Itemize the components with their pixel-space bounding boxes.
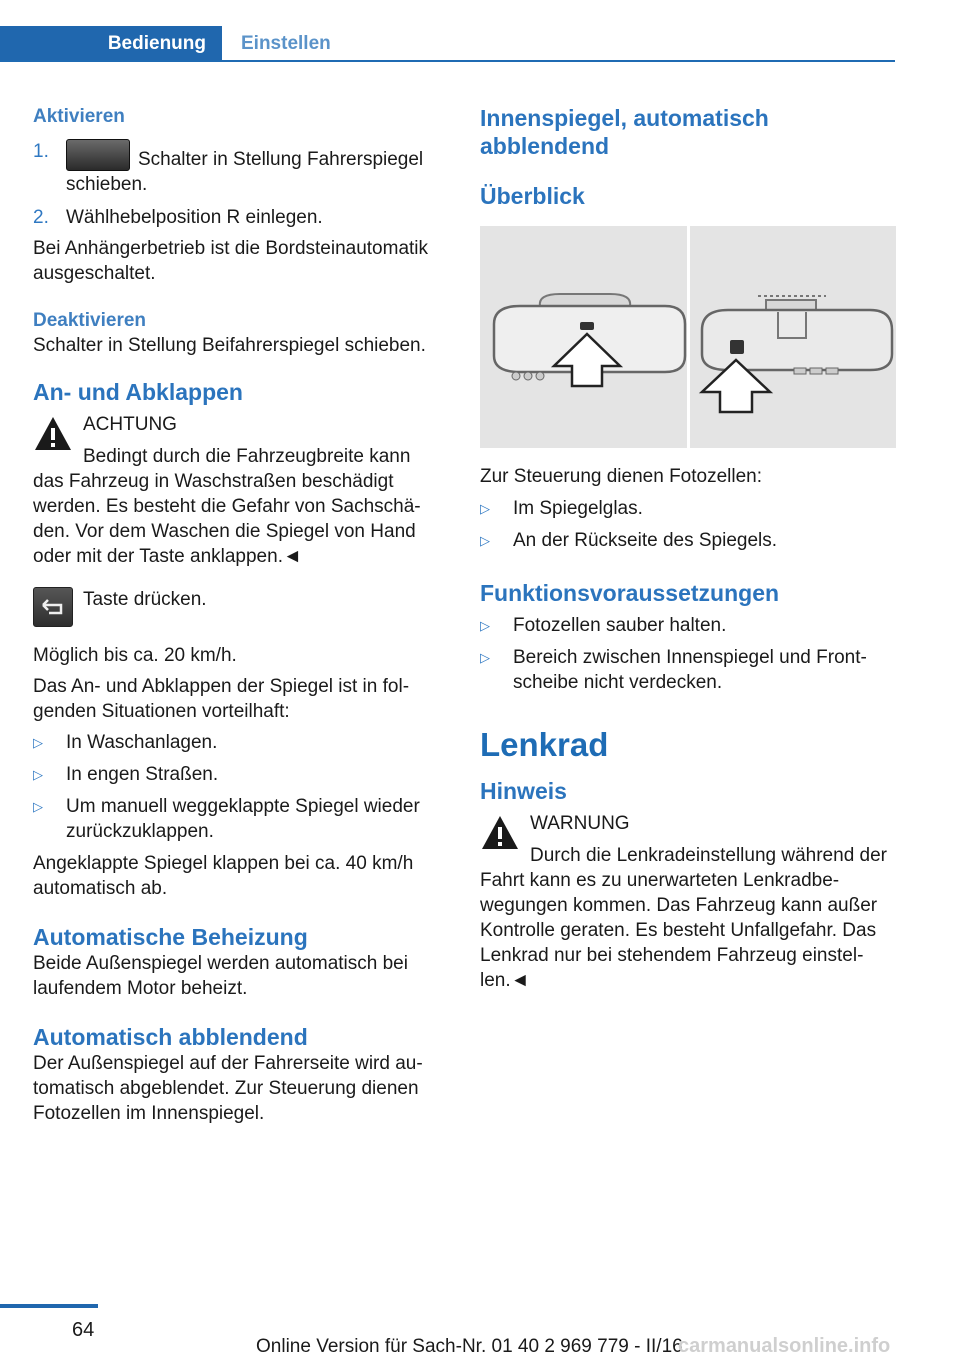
bullet-text: Um manuell weggeklappte Spiegel wieder zurückzuklappen. xyxy=(66,796,420,842)
bullet-icon: ▷ xyxy=(480,533,490,548)
step-2 xyxy=(33,205,445,230)
achtung-text: Bedingt durch die Fahrzeugbreite kann das Fahrzeug in Waschstraßen beschädigt werden. Es besteht die Gefahr von Sachschäden. Vor dem Waschen die Spiegel von Hand oder mit der Taste anklappen.◄ xyxy=(33,446,421,567)
heading-lenkrad: Lenkrad xyxy=(480,726,609,763)
warning-triangle-icon xyxy=(33,414,73,454)
online-version-text: Online Version für Sach-Nr. 01 40 2 969 779 - II/16 xyxy=(256,1336,683,1357)
warnung-text: Durch die Lenkradeinstellung während der Fahrt kann es zu unerwarteten Lenkradbewegungen kommen. Das Fahrzeug kann außer Kontrolle geraten. Es besteht Unfallgefahr. Das Lenkrad nur bei stehendem Fahrzeug einstellen.◄ xyxy=(480,845,888,991)
beheizung-text: Beide Außenspiegel werden automatisch bei laufendem Motor beheizt. xyxy=(33,953,408,999)
right-column xyxy=(480,100,896,993)
bullet-icon: ▷ xyxy=(33,735,43,750)
list-item xyxy=(480,613,896,638)
bullet-icon: ▷ xyxy=(480,618,490,633)
step-2-number: 2. xyxy=(33,207,49,228)
footer-rule xyxy=(0,1304,98,1308)
watermark: carmanualsonline.info xyxy=(678,1335,891,1357)
list-item xyxy=(480,496,896,521)
mirror-switch-icon xyxy=(66,139,130,171)
achtung-label: ACHTUNG xyxy=(83,414,177,435)
left-column xyxy=(33,100,445,1126)
speed-text: Möglich bis ca. 20 km/h. xyxy=(33,645,237,666)
tab-bar xyxy=(0,26,895,62)
list-item xyxy=(480,528,896,553)
heading-aktivieren: Aktivieren xyxy=(33,106,125,127)
bullet-text: Fotozellen sauber halten. xyxy=(513,615,727,636)
tab-bedienung[interactable]: Bedienung xyxy=(0,26,222,62)
tab-einstellen[interactable]: Einstellen xyxy=(241,33,331,54)
warnung-label: WARNUNG xyxy=(530,813,630,834)
taste-text: Taste drücken. xyxy=(83,589,207,610)
heading-deaktivieren: Deaktivieren xyxy=(33,310,147,331)
bullet-text: Bereich zwischen Innenspiegel und Frontscheibe nicht verdecken. xyxy=(513,647,867,693)
rearview-mirror-illustration xyxy=(480,226,896,448)
achtung-warning xyxy=(33,412,445,569)
rearview-mirror-figure xyxy=(480,226,896,448)
bullet-icon: ▷ xyxy=(480,650,490,665)
bullet-text: An der Rückseite des Spiegels. xyxy=(513,530,778,551)
heading-funktionsvoraussetzungen: Funktionsvoraussetzungen xyxy=(480,580,780,606)
heading-an-abklappen: An- und Abklappen xyxy=(33,379,243,405)
heading-hinweis: Hinweis xyxy=(480,778,567,804)
list-item xyxy=(480,645,896,695)
tab-underline xyxy=(0,60,895,62)
step-2-text: Wählhebelposition R einlegen. xyxy=(66,207,323,228)
step-1 xyxy=(33,139,445,197)
bullet-icon: ▷ xyxy=(480,501,490,516)
list-item xyxy=(33,794,445,844)
step-1-number: 1. xyxy=(33,141,49,162)
taste-row xyxy=(33,587,445,612)
step-1-text: Schalter in Stellung Fahrerspiegel schieben. xyxy=(66,149,424,195)
heading-innenspiegel: Innenspiegel, automatisch abblendend xyxy=(480,105,769,159)
bullet-icon: ▷ xyxy=(33,799,43,814)
deaktivieren-text: Schalter in Stellung Beifahrerspiegel schieben. xyxy=(33,335,426,356)
warnung-warning xyxy=(480,811,896,993)
heading-abblendend: Automatisch abblendend xyxy=(33,1024,308,1050)
abblendend-text: Der Außenspiegel auf der Fahrerseite wird automatisch abgeblendet. Zur Steuerung dienen Fotozellen im Innenspiegel. xyxy=(33,1053,423,1124)
warning-triangle-icon xyxy=(480,813,520,853)
heading-beheizung: Automatische Beheizung xyxy=(33,924,308,950)
list-item xyxy=(33,762,445,787)
bullet-text: In Waschanlagen. xyxy=(66,732,218,753)
fold-mirror-button-icon xyxy=(33,587,73,627)
situationen-text: Das An- und Abklappen der Spiegel ist in folgenden Situationen vorteilhaft: xyxy=(33,676,410,722)
angeklappt-text: Angeklappte Spiegel klappen bei ca. 40 km/h automatisch ab. xyxy=(33,853,414,899)
bullet-icon: ▷ xyxy=(33,767,43,782)
bullet-text: Im Spiegelglas. xyxy=(513,498,643,519)
page-number: 64 xyxy=(72,1319,95,1341)
list-item xyxy=(33,730,445,755)
heading-ueberblick: Überblick xyxy=(480,183,585,209)
steuerung-text: Zur Steuerung dienen Fotozellen: xyxy=(480,466,763,487)
anhaenger-text: Bei Anhängerbetrieb ist die Bordsteinautomatik ausgeschaltet. xyxy=(33,238,429,284)
bullet-text: In engen Straßen. xyxy=(66,764,219,785)
